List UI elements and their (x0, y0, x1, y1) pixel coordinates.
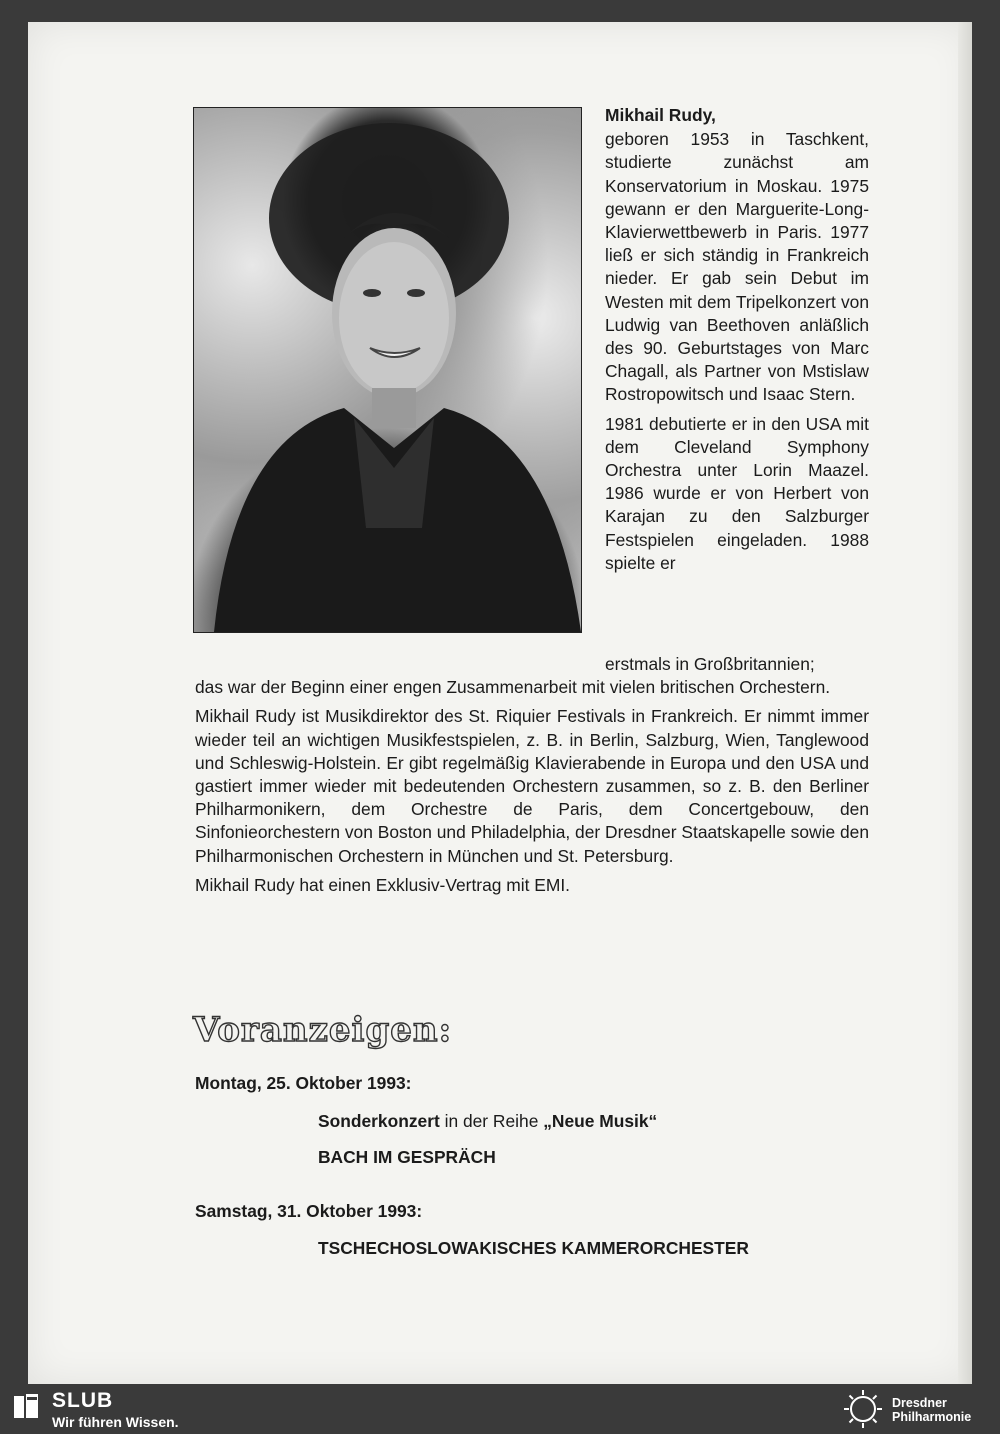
bio-paragraph-3: Mikhail Rudy ist Musikdirektor des St. Riquier Festivals in Frankreich. Er nimmt immer wieder teil an wichtigen Musikfestspielen, z. B. in Berlin, Salzburg, Wien, Tanglewood und Schleswig-Holstein. Er gibt regelmäßig Klavierabende in Europa und den USA und gastiert immer wieder mit bedeutenden Orchestern zusammen, so z. B. den Berliner Philharmonikern, dem Orchestre de Paris, dem Concertgebouw, den Sinfonieorchestern von Boston und Philadelphia, der Dresdner Staatskapelle sowie den Philharmonischen Orchestern in München und St. Petersburg. (195, 706, 869, 866)
event-1-series: „Neue Musik“ (543, 1111, 658, 1131)
event-1-type-mid: in der Reihe (439, 1111, 544, 1131)
event-2-title: TSCHECHOSLOWAKISCHES KAMMERORCHESTER (318, 1238, 749, 1258)
bio-continuation: das war der Beginn einer engen Zusammenarbeit mit vielen britischen Orchestern. (195, 677, 831, 698)
bio-side-column (605, 104, 869, 581)
partner-name-line1: Dresdner (892, 1396, 947, 1410)
philharmonie-logo-icon[interactable] (842, 1388, 884, 1430)
page-edge (958, 22, 972, 1384)
announcements-heading: Voranzeigen: (193, 1010, 453, 1050)
bio-continuation-indent: erstmals in Großbritannien; (605, 654, 815, 674)
bio-paragraph-4: Mikhail Rudy hat einen Exklusiv-Vertrag mit EMI. (195, 874, 571, 895)
event-1-type-bold: Sonderkonzert (318, 1111, 440, 1131)
bio-paragraph-1: geboren 1953 in Taschkent, studierte zunächst am Konservatorium in Moskau. 1975 gewann er den Marguerite-Long-Klavierwettbewerb in Paris. 1977 ließ er sich ständig in Frankreich nieder. Er gab sein Debut im Westen mit dem Tripelkonzert von Ludwig van Beethoven anläßlich des 90. Geburtstages von Marc Chagall, als Partner von Mstislaw Rostropowitsch und Isaac Stern. (605, 129, 869, 405)
partner-name-line2: Philharmonie (892, 1410, 972, 1424)
event-1-title: BACH IM GESPRÄCH (318, 1147, 496, 1167)
event-1-date: Montag, 25. Oktober 1993: (195, 1073, 412, 1093)
portrait-illustration (194, 108, 581, 632)
event-2-date: Samstag, 31. Oktober 1993: (195, 1201, 423, 1221)
bio-full-width (195, 653, 869, 903)
partner-name (892, 1396, 971, 1424)
slub-logo-icon[interactable] (12, 1392, 42, 1420)
portrait-photo (193, 107, 582, 633)
bio-paragraph-2: 1981 debutierte er in den USA mit dem Cleveland Symphony Orchestra unter Lorin Maazel. 1986 wurde er von Herbert von Karajan zu den Salzburger Festspielen eingeladen. 1988 spielte er (605, 413, 869, 573)
library-slogan: Wir führen Wissen. (52, 1414, 179, 1430)
library-name[interactable]: SLUB (52, 1389, 114, 1412)
brochure-page (28, 22, 972, 1384)
event-1-type (318, 1111, 657, 1132)
artist-name: Mikhail Rudy, (605, 105, 716, 125)
footer-bar (0, 1384, 1000, 1434)
